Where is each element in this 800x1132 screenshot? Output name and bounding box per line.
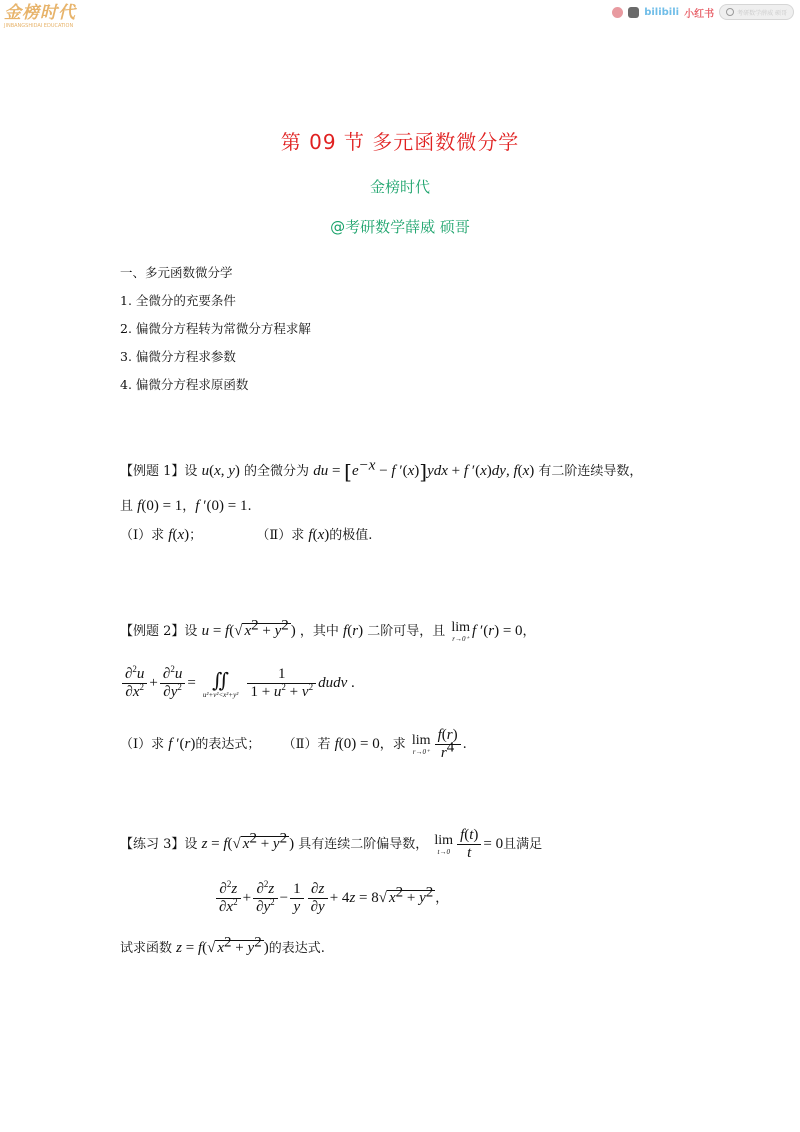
social-bar	[612, 3, 794, 21]
example1-line2: 且 f(0) = 1，f ′(0) = 1.	[120, 498, 252, 514]
search-text: 考研数学薛威 硕哥	[737, 9, 787, 17]
outline-heading: 一、多元函数微分学	[120, 265, 233, 280]
example1-line1: 【例题 1】设 u(x, y) 的全微分为 du = [$e^{-x} - f$ ′(x)]ydx + f ′(x)dy, f(x) 有二阶连续导数，	[120, 457, 643, 484]
bilibili-logo: bilibili	[644, 6, 680, 18]
exercise3-line1: 【练习 3】设 z = f(√ $x^2 + y^2$ ) 具有连续二阶偏导数， lim t→0 $\frac{f(t)}{t}$ = 0且满足	[120, 827, 543, 861]
search-pill	[719, 4, 794, 20]
logo-text: 金榜时代	[4, 3, 76, 23]
exercise3-label: 【练习 3】	[120, 837, 185, 852]
jinbang-logo	[4, 4, 84, 30]
outline-item: 4. 偏微分方程求原函数	[120, 377, 249, 392]
outline	[120, 263, 311, 403]
logo-subtext: JINBANGSHIDAI EDUCATION	[4, 23, 74, 29]
example2-line3: （Ⅰ）求 f ′(r)的表达式； （Ⅱ）若 f(0) = 0，求 lim r→0⁺ $\frac{f(r)}{r^4}$ .	[120, 727, 467, 761]
page-title: 第 09 节 多元函数微分学	[280, 130, 520, 154]
example2-label: 【例题 2】	[120, 624, 185, 639]
exercise3-line3: 试求函数 z = f(√ $x^2 + y^2$ )的表达式.	[120, 934, 325, 956]
outline-item: 3. 偏微分方程求参数	[120, 349, 236, 364]
exercise3-equation: $\frac{\partial^2z}{\partial x^2}$ + $\frac{\partial^2z}{\partial y^2}$ − $\frac{1}{y}$ $\frac{\partial z}{\partial y}$ + 4z = 8√ $x^2 + y^2$ ，	[214, 876, 448, 921]
xiaohongshu-logo: 小红书	[684, 8, 715, 20]
weibo-icon	[612, 7, 623, 18]
douyin-icon	[628, 7, 639, 18]
search-icon	[726, 8, 734, 16]
example1-line3: （Ⅰ）求 f(x)； （Ⅱ）求 f(x)的极值.	[120, 527, 373, 543]
example1-label: 【例题 1】	[120, 464, 185, 479]
subtitle-author: @考研数学薛威 硕哥	[330, 218, 470, 236]
example2-line1: 【例题 2】设 u = f(√ $x^2 + y^2$ ) ，其中 f(r) 二阶可导，且 lim r→0⁺ f ′(r) = 0，	[120, 617, 536, 643]
outline-item: 1. 全微分的充要条件	[120, 293, 236, 308]
example2-line2: $\frac{\partial^2u}{\partial x^2}$ + $\frac{\partial^2u}{\partial y^2}$ = ∬ u²+v²<x²+y² $\frac{1}{1 + u^2 + v^2}$ dudv .	[120, 661, 355, 706]
subtitle-brand: 金榜时代	[369, 178, 430, 196]
outline-item: 2. 偏微分方程转为常微分方程求解	[120, 321, 311, 336]
